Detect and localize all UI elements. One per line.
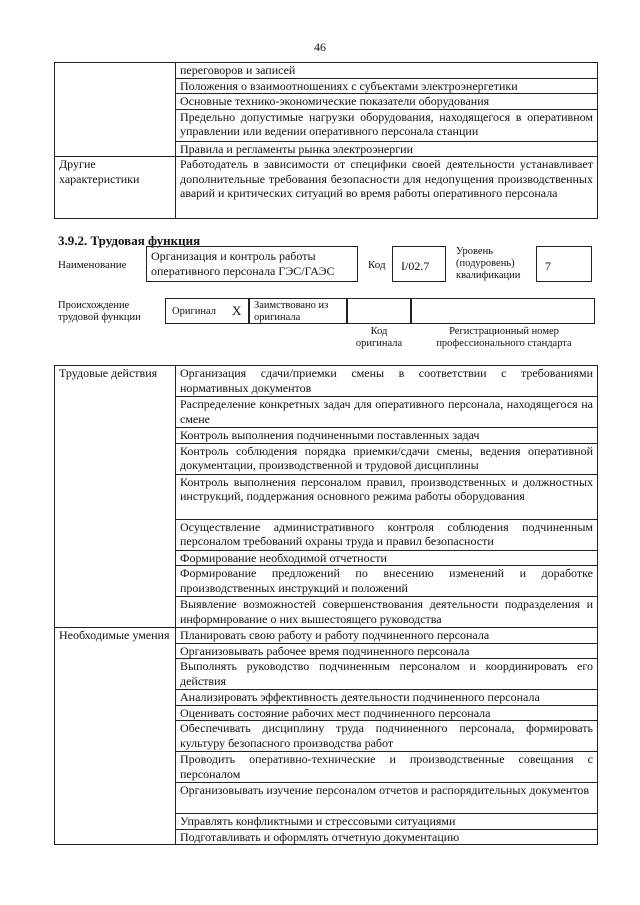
labor-action-item: Формирование необходимой отчетности bbox=[176, 550, 598, 566]
skill-item: Обеспечивать дисциплину труда подчиненного персонала, формировать культуру безопасного производства работ bbox=[176, 721, 598, 752]
labor-action-item: Организация сдачи/приемки смены в соответствии с требованиями нормативных документов bbox=[176, 366, 598, 397]
reg-number-box bbox=[411, 298, 595, 324]
page-number: 46 bbox=[314, 40, 326, 54]
origin-label: Происхождение трудовой функции bbox=[58, 300, 141, 323]
skill-item: Подготавливать и оформлять отчетную документацию bbox=[176, 829, 598, 845]
knowledge-item: Правила и регламенты рынка электроэнергии bbox=[176, 141, 598, 157]
section-title: 3.9.2. Трудовая функция bbox=[58, 233, 201, 248]
skill-item: Оценивать состояние рабочих мест подчиненного персонала bbox=[176, 705, 598, 721]
labor-action-item: Осуществление административного контроля соблюдения подчиненным персоналом требований охраны труда и правил безопасности bbox=[176, 519, 598, 550]
level-label: Уровень (подуровень) квалификации bbox=[456, 246, 521, 281]
skill-item: Организовывать рабочее время подчиненного персонала bbox=[176, 643, 598, 659]
borrowed-label: Заимствовано из оригинала bbox=[254, 300, 329, 323]
code-box: I/02.7 bbox=[392, 246, 446, 282]
skill-item: Управлять конфликтными и стрессовыми ситуациями bbox=[176, 814, 598, 830]
borrowed-box bbox=[249, 298, 347, 324]
labor-action-item: Распределение конкретных задач для оперативного персонала, находящегося на смене bbox=[176, 397, 598, 428]
skill-item: Планировать свою работу и работу подчиненного персонала bbox=[176, 628, 598, 644]
skill-item: Проводить оперативно-технические и производственные совещания с персоналом bbox=[176, 752, 598, 783]
original-box bbox=[165, 298, 249, 324]
reg-caption: Регистрационный номер профессионального стандарта bbox=[436, 326, 572, 349]
required-skills-label: Необходимые умения bbox=[55, 628, 176, 845]
knowledge-item: переговоров и записей bbox=[176, 63, 598, 79]
skill-item: Выполнять руководство подчиненным персоналом и координировать его действия bbox=[176, 659, 598, 690]
labor-function-table bbox=[54, 365, 598, 845]
name-label: Наименование bbox=[58, 259, 127, 271]
labor-action-item: Формирование предложений по внесению изменений и доработке производственных инструкций и положений bbox=[176, 566, 598, 597]
original-mark: X bbox=[232, 303, 242, 318]
labor-action-item: Контроль выполнения подчиненными поставленных задач bbox=[176, 428, 598, 444]
code-caption: Код оригинала bbox=[355, 326, 403, 349]
origin-code-box bbox=[347, 298, 411, 324]
labor-action-item: Контроль соблюдения порядка приемки/сдачи смены, ведения оперативной документации, производственной и трудовой дисциплины bbox=[176, 443, 598, 474]
knowledge-item: Основные технико-экономические показатели оборудования bbox=[176, 94, 598, 110]
skill-item: Анализировать эффективность деятельности подчиненного персонала bbox=[176, 690, 598, 706]
labor-action-item: Контроль выполнения персоналом правил, производственных и должностных инструкций, поддержания основного режима работы оборудования bbox=[176, 474, 598, 519]
other-characteristics-text: Работодатель в зависимости от специфики своей деятельности устанавливает дополнительные требования безопасности для недопущения производственных аварий и критических ситуаций во время работы оперативного персонала bbox=[176, 157, 598, 219]
knowledge-label-cell bbox=[55, 63, 176, 157]
skill-item: Организовывать изучение персоналом отчетов и распорядительных документов bbox=[176, 783, 598, 814]
knowledge-item: Предельно допустимые нагрузки оборудования, находящегося в оперативном управлении или ведении оперативного персонала станции bbox=[176, 109, 598, 141]
other-characteristics-label: Другие характеристики bbox=[55, 157, 176, 219]
knowledge-table-continued bbox=[54, 62, 598, 219]
knowledge-item: Положения о взаимоотношениях с субъектами электроэнергетики bbox=[176, 78, 598, 94]
code-label: Код bbox=[368, 259, 386, 271]
level-box: 7 bbox=[536, 246, 592, 282]
labor-action-item: Выявление возможностей совершенствования деятельности подразделения и информирование о них вышестоящего руководства bbox=[176, 597, 598, 628]
function-name-box: Организация и контроль работы оперативного персонала ГЭС/ГАЭС bbox=[146, 246, 358, 282]
original-label: Оригинал bbox=[172, 306, 216, 317]
labor-actions-label: Трудовые действия bbox=[55, 366, 176, 628]
